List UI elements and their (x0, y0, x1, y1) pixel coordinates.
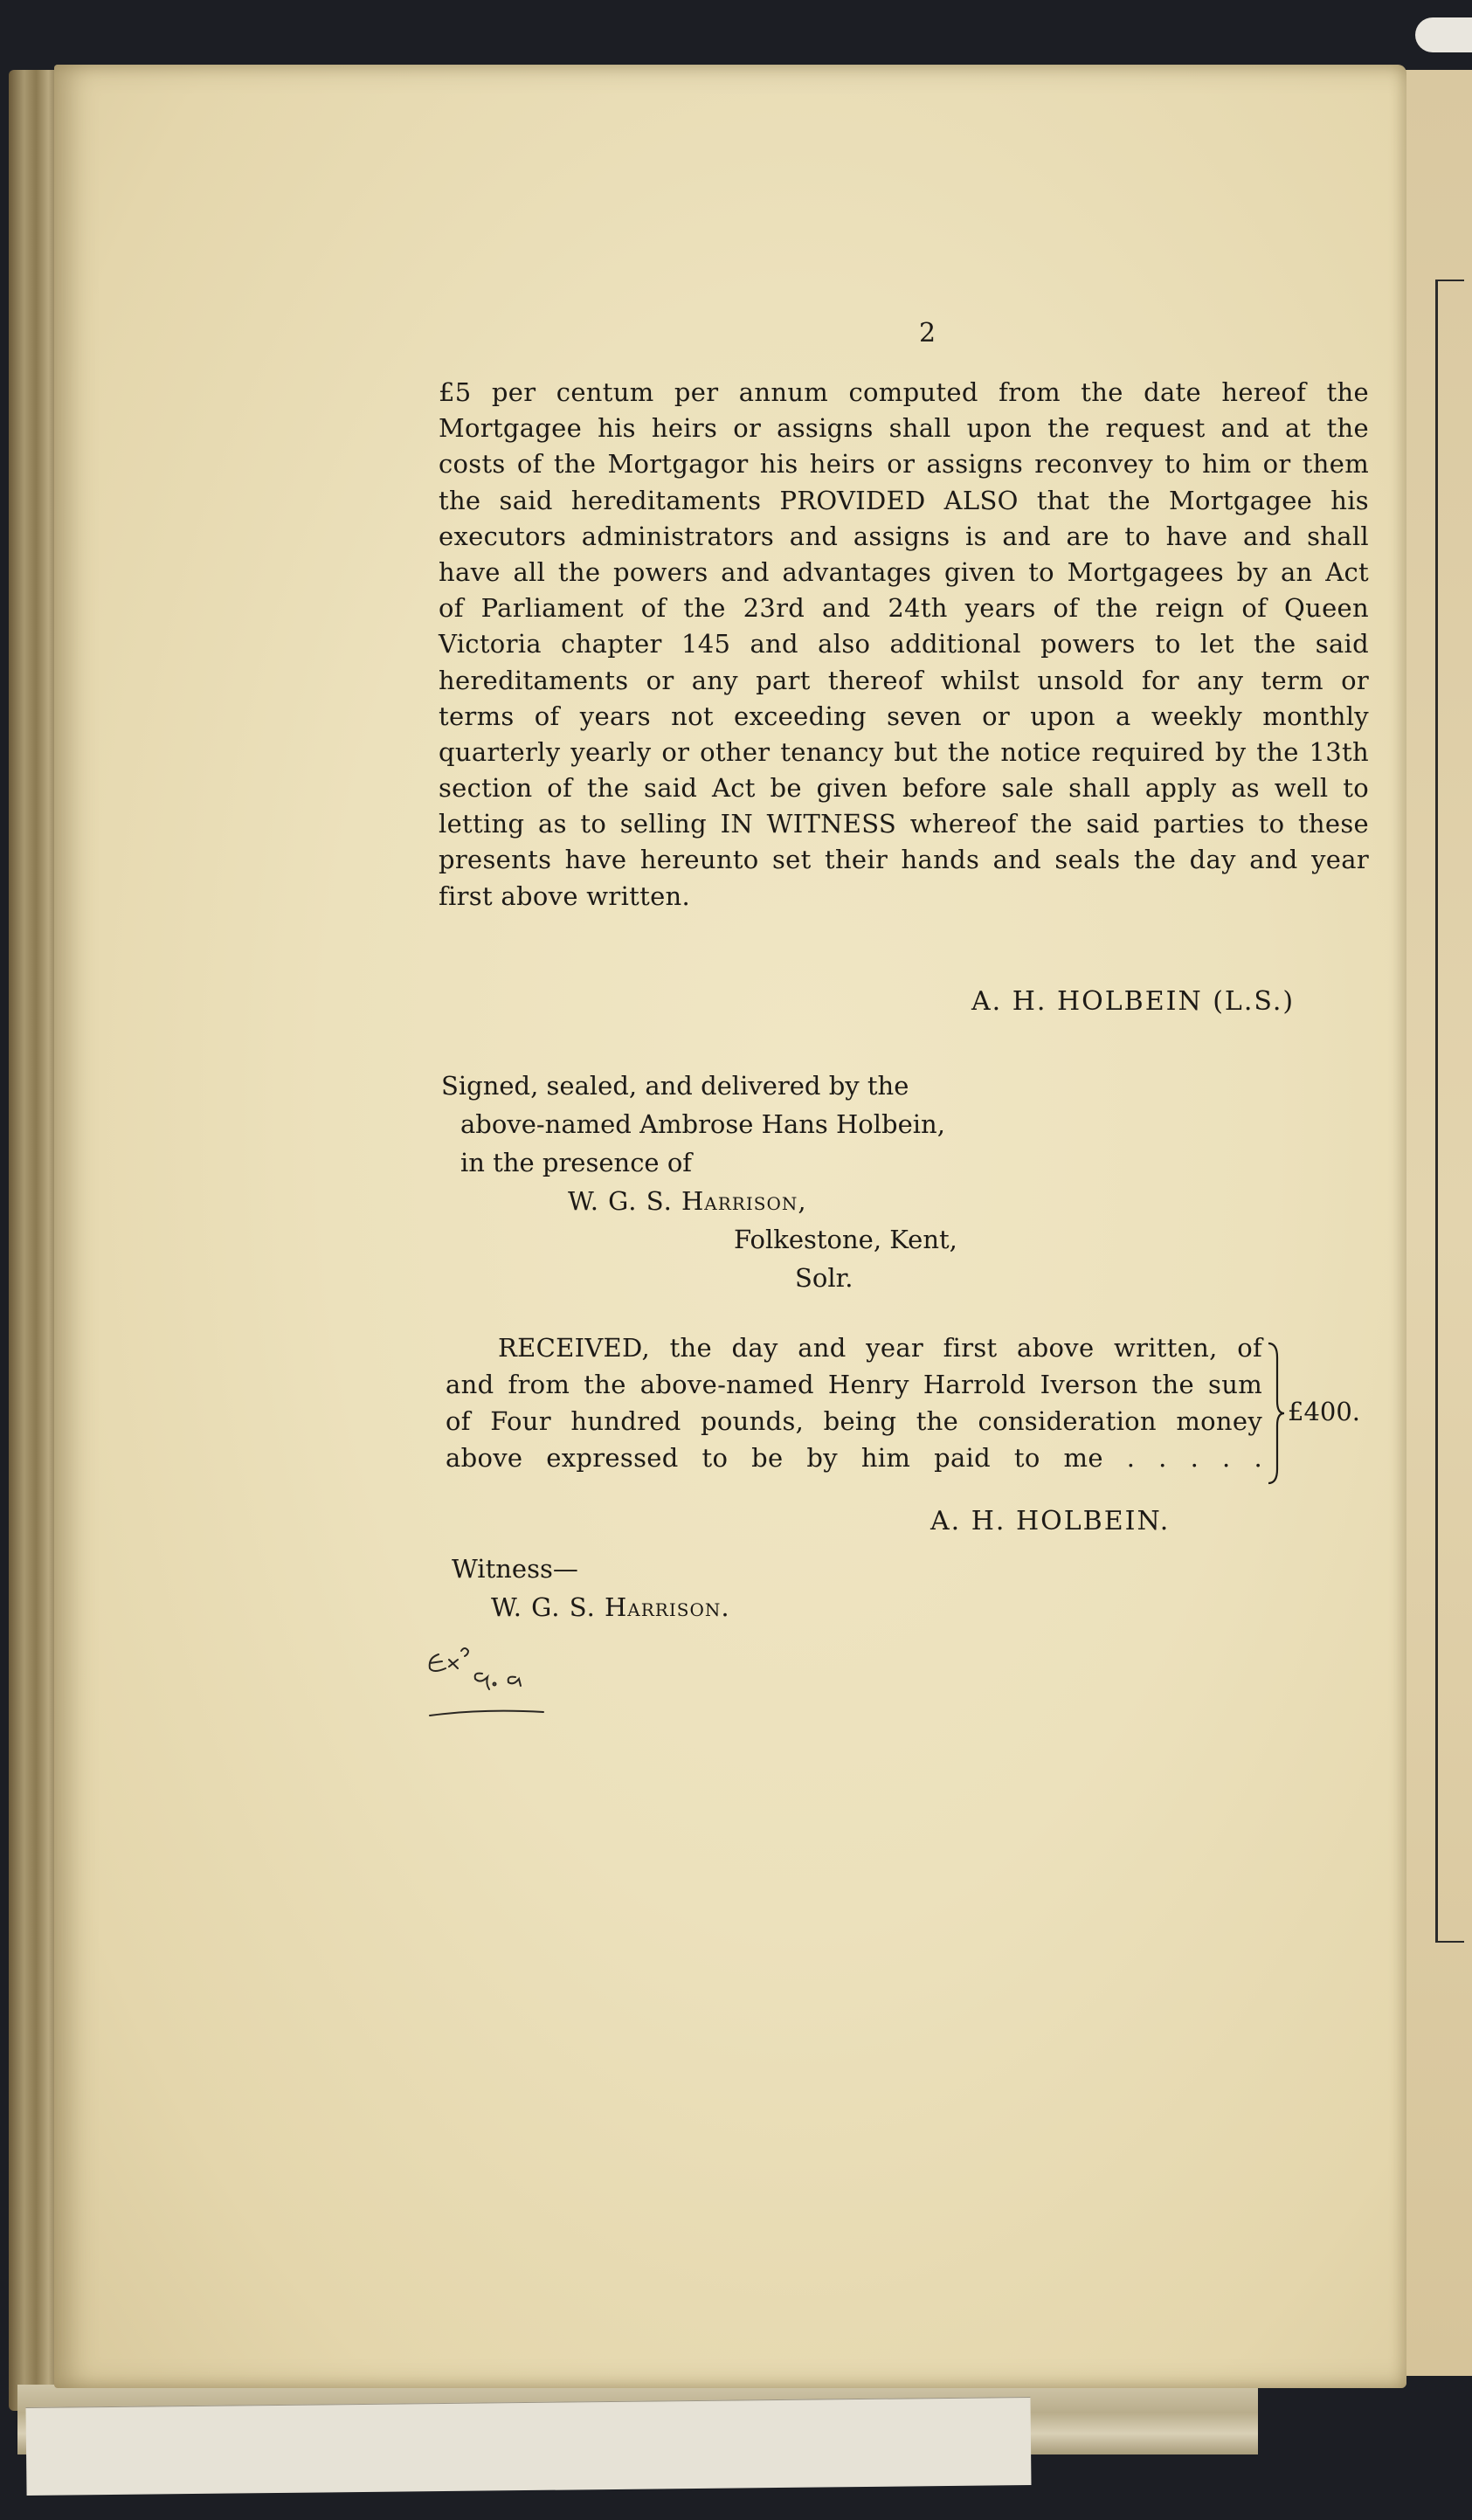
body-text (439, 375, 1369, 915)
attestation-witness-name: W. G. S. Harrison, (568, 1186, 807, 1216)
body-line: letting as to selling IN WITNESS whereof the said parties to these (439, 809, 1369, 839)
body-line: first above written. (439, 880, 691, 911)
receipt-line: and from the above-named Henry Harrold Iverson the sum (446, 1370, 1262, 1399)
body-line: hereditaments or any part thereof whilst unsold for any term or (439, 665, 1369, 695)
pencil-annotation (404, 1628, 631, 1733)
facing-page-frame (1435, 280, 1464, 1943)
body-line: Mortgagee his heirs or assigns shall upon the request and at the (439, 413, 1369, 444)
receipt-block (446, 1329, 1262, 1476)
attestation-witness-place: Folkestone, Kent, (734, 1225, 957, 1254)
witness-block (452, 1550, 888, 1628)
body-line: £5 per centum per annum computed from the date hereof the (439, 377, 1369, 407)
receipt-line: of Four hundred pounds, being the consideration money (446, 1406, 1262, 1436)
receipt-line: above expressed to be by him paid to me . . . . . (446, 1443, 1262, 1473)
page-number: 2 (919, 318, 936, 349)
attestation-line-3: in the presence of (460, 1148, 693, 1177)
body-line: quarterly yearly or other tenancy but the notice required by the 13th (439, 736, 1369, 767)
receipt-signature: A. H. HOLBEIN. (930, 1506, 1171, 1536)
witness-name: W. G. S. Harrison. (491, 1592, 730, 1622)
body-line: the said hereditaments PROVIDED ALSO that the Mortgagee his (439, 485, 1369, 515)
receipt-line: RECEIVED, the day and year first above written, of (498, 1333, 1262, 1363)
receipt-amount: £400. (1288, 1397, 1361, 1426)
loose-sheet (26, 2397, 1032, 2496)
attestation-line-2: above-named Ambrose Hans Holbein, (460, 1109, 945, 1139)
witness-label: Witness— (452, 1554, 578, 1584)
body-line: executors administrators and assigns is and are to have and shall (439, 521, 1369, 551)
attestation-witness-title: Solr. (795, 1263, 853, 1293)
body-line: terms of years not exceeding seven or upon a weekly monthly (439, 701, 1369, 731)
attestation-block (441, 1067, 1053, 1294)
body-line: of Parliament of the 23rd and 24th years of the reign of Queen (439, 593, 1369, 624)
document-page (54, 65, 1406, 2388)
facing-page-tab (1415, 17, 1472, 52)
body-line: Victoria chapter 145 and also additional powers to let the said (439, 629, 1369, 659)
receipt-brace (1267, 1340, 1286, 1487)
body-line: presents have hereunto set their hands and seals the day and year (439, 845, 1369, 875)
body-line: costs of the Mortgagor his heirs or assigns reconvey to him or them (439, 449, 1369, 480)
signature-holbein-ls: A. H. HOLBEIN (L.S.) (971, 986, 1296, 1017)
body-line: section of the said Act be given before sale shall apply as well to (439, 773, 1369, 804)
body-line: have all the powers and advantages given to Mortgagees by an Act (439, 556, 1369, 587)
attestation-line-1: Signed, sealed, and delivered by the (441, 1071, 909, 1101)
